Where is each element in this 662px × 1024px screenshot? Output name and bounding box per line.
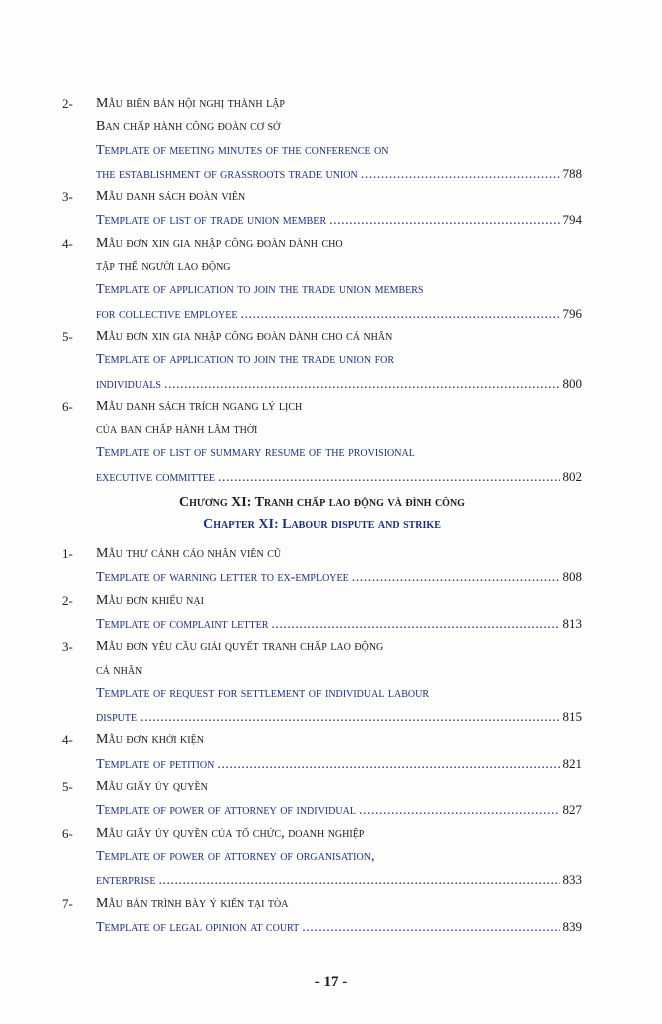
dot-leader	[217, 753, 559, 776]
entry-title-vn-text: cá nhân	[96, 662, 143, 678]
toc-entry[interactable]	[62, 589, 582, 636]
entry-title-vn-text: của ban chấp hành lâm thời	[96, 422, 258, 438]
toc-entry[interactable]	[62, 822, 582, 892]
dot-leader	[329, 209, 559, 232]
entry-title-en-text: Template of complaint letter	[96, 616, 269, 632]
entry-page-number: 802	[562, 468, 582, 484]
entry-page-number: 821	[562, 755, 582, 771]
entry-title-en	[62, 752, 582, 775]
entry-title-vn-text: Mẫu danh sách trích ngang lý lịch	[96, 398, 303, 414]
entry-title-vn-text: tập thể người lao động	[96, 259, 231, 275]
dot-leader	[302, 916, 559, 939]
dot-leader	[218, 466, 559, 489]
entry-title-vn	[62, 635, 582, 658]
entry-title-en	[62, 868, 582, 891]
entry-title-vn	[62, 418, 582, 441]
entry-title-vn	[62, 115, 582, 138]
entry-title-vn-text: Mẫu thư cảnh cáo nhân viên cũ	[96, 546, 282, 562]
entry-title-vn	[62, 185, 582, 208]
entry-page-number: 800	[562, 375, 582, 391]
entry-title-en	[62, 348, 582, 371]
entry-title-en-text: enterprise	[96, 873, 156, 889]
entry-title-en-text: Template of application to join the trade union members	[96, 282, 424, 298]
entry-title-en	[62, 682, 582, 705]
entry-title-vn	[62, 542, 582, 565]
entry-title-vn	[62, 255, 582, 278]
entry-title-vn-text: Mẫu đơn xin gia nhập công đoàn dành cho cá nhân	[96, 328, 393, 344]
entry-number: 1-	[62, 546, 73, 562]
entry-title-en-text: for collective employee	[96, 306, 238, 322]
entry-title-vn	[62, 325, 582, 348]
entry-number: 3-	[62, 189, 73, 205]
entry-page-number: 788	[562, 165, 582, 181]
entry-page-number: 794	[562, 212, 582, 228]
entry-title-vn-text: Mẫu đơn khiếu nại	[96, 592, 204, 608]
chapter-heading-en: Chapter XI: Labour dispute and strike	[203, 517, 441, 533]
toc-entry[interactable]	[62, 635, 582, 728]
entry-number: 4-	[62, 235, 73, 251]
entry-title-vn	[62, 589, 582, 612]
entry-title-en	[62, 845, 582, 868]
entry-title-en-text: Template of request for settlement of individual labour	[96, 685, 430, 701]
entry-title-en	[62, 372, 582, 395]
entry-number: 2-	[62, 96, 73, 111]
toc-entry[interactable]	[62, 325, 582, 395]
toc-entry[interactable]	[62, 92, 582, 185]
entry-number: 5-	[62, 328, 73, 344]
entry-title-en	[62, 162, 582, 185]
entry-title-vn-text: Mẫu giấy ủy quyền	[96, 779, 208, 795]
dot-leader	[271, 613, 559, 636]
entry-title-vn	[62, 728, 582, 751]
toc-entry[interactable]	[62, 775, 582, 822]
entry-title-en-text: the establishment of grassroots trade union	[96, 166, 358, 182]
entry-title-en-text: Template of meeting minutes of the conference on	[96, 142, 389, 158]
dot-leader	[140, 706, 559, 729]
entry-title-en	[62, 565, 582, 588]
dot-leader	[158, 869, 559, 892]
entry-title-en-text: Template of power of attorney of organisation,	[96, 848, 375, 864]
entry-title-en	[62, 139, 582, 162]
entry-title-en	[62, 302, 582, 325]
entry-title-vn-text: Mẫu đơn yêu cầu giải quyết tranh chấp lao động	[96, 639, 384, 655]
entry-number: 3-	[62, 639, 73, 655]
dot-leader	[240, 303, 559, 326]
toc-entry[interactable]	[62, 542, 582, 589]
entry-title-en	[62, 612, 582, 635]
entry-title-en-text: Template of application to join the trade union for	[96, 352, 395, 368]
entry-title-en	[62, 915, 582, 938]
entry-title-vn	[62, 92, 582, 115]
entry-title-vn	[62, 822, 582, 845]
entry-page-number: 827	[562, 802, 582, 818]
entry-page-number: 813	[562, 615, 582, 631]
dot-leader	[164, 373, 560, 396]
entry-title-en	[62, 798, 582, 821]
dot-leader	[359, 799, 560, 822]
entry-title-vn	[62, 659, 582, 682]
entry-number: 4-	[62, 732, 73, 748]
page-number: - 17 -	[314, 974, 348, 990]
entry-title-en-text: dispute	[96, 710, 138, 726]
dot-leader	[352, 566, 560, 589]
entry-title-en-text: Template of list of trade union member	[96, 213, 327, 229]
toc-entry[interactable]	[62, 728, 582, 775]
entry-title-en-text: individuals	[96, 376, 161, 392]
entry-title-vn	[62, 775, 582, 798]
entry-page-number: 833	[562, 872, 582, 888]
entry-title-en-text: Template of power of attorney of individual	[96, 803, 356, 819]
entry-title-vn-text: Mẫu đơn khởi kiện	[96, 732, 204, 748]
toc-entry[interactable]	[62, 892, 582, 939]
table-of-contents	[62, 92, 582, 938]
toc-entry[interactable]	[62, 185, 582, 232]
entry-page-number: 796	[562, 305, 582, 321]
entry-number: 7-	[62, 895, 73, 911]
entry-number: 6-	[62, 398, 73, 414]
chapter-heading-vn: Chương XI: Tranh chấp lao động và đình công	[179, 495, 465, 511]
entry-page-number: 815	[562, 709, 582, 725]
toc-entry[interactable]	[62, 232, 582, 325]
entry-title-en	[62, 208, 582, 231]
entry-title-vn-text: Mẫu bản trình bày ý kiến tại tòa	[96, 895, 289, 911]
entry-title-en-text: Template of warning letter to ex-employee	[96, 570, 349, 586]
entry-page-number: 808	[562, 569, 582, 585]
entry-title-en	[62, 705, 582, 728]
entry-number: 2-	[62, 592, 73, 608]
entry-title-vn-text: Mẫu biên bản hội nghị thành lập	[96, 96, 285, 111]
entry-title-vn-text: Mẫu đơn xin gia nhập công đoàn dành cho	[96, 235, 343, 251]
entry-title-vn-text: Ban chấp hành công đoàn cơ sở	[96, 119, 281, 135]
entry-page-number: 839	[562, 918, 582, 934]
entry-number: 5-	[62, 779, 73, 795]
entry-title-en-text: Template of legal opinion at court	[96, 919, 300, 935]
entry-number: 6-	[62, 825, 73, 841]
entry-title-vn-text: Mẫu giấy ủy quyền của tổ chức, doanh nghiệp	[96, 825, 365, 841]
dot-leader	[361, 163, 560, 186]
entry-title-vn	[62, 395, 582, 418]
toc-entry[interactable]	[62, 395, 582, 488]
entry-title-en	[62, 465, 582, 488]
entry-title-en	[62, 278, 582, 301]
entry-title-vn	[62, 232, 582, 255]
entry-title-vn-text: Mẫu danh sách đoàn viên	[96, 189, 246, 205]
entry-title-en-text: Template of petition	[96, 756, 215, 772]
entry-title-vn	[62, 892, 582, 915]
entry-title-en-text: Template of list of summary resume of the provisional	[96, 445, 415, 461]
entry-title-en-text: executive committee	[96, 469, 216, 485]
entry-title-en	[62, 441, 582, 464]
